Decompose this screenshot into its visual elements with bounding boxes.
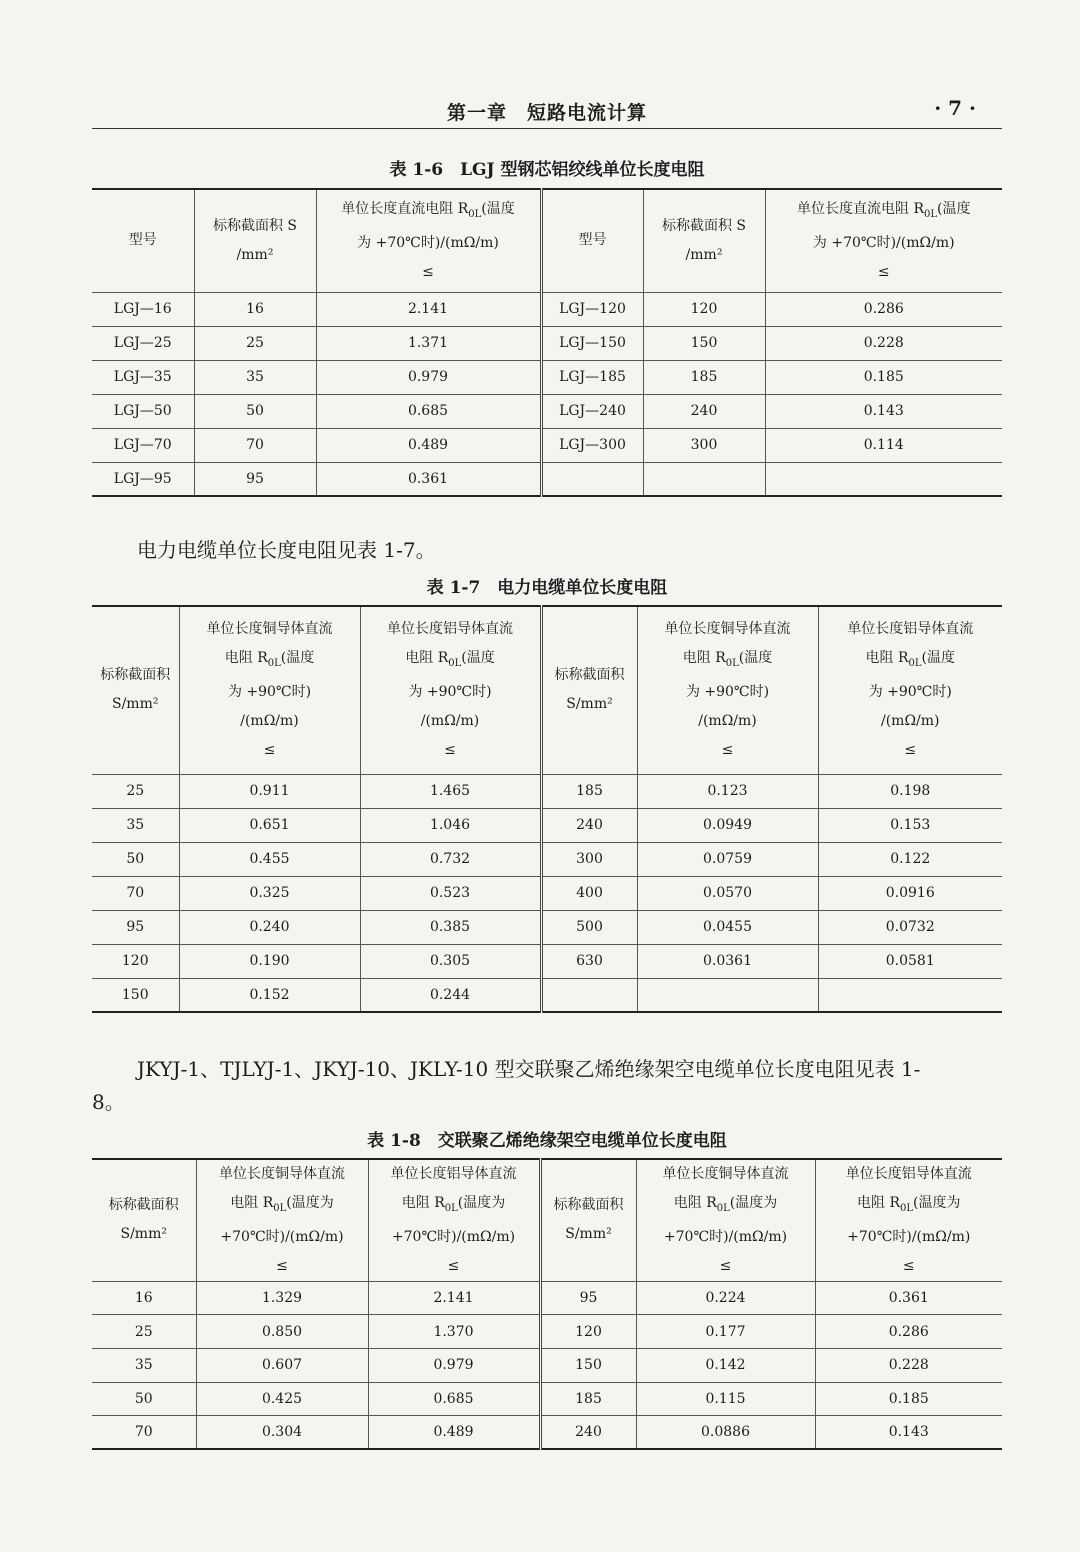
table-cell: 0.361 bbox=[316, 462, 541, 496]
h8-cu2-l1: 单位长度铜导体直流 bbox=[662, 1166, 789, 1182]
header-area-line2: S/mm² bbox=[120, 1226, 167, 1243]
table-cell: 1.370 bbox=[368, 1315, 540, 1349]
chapter-title: 第一章 短路电流计算 bbox=[446, 102, 647, 124]
table-cell: 0.651 bbox=[179, 808, 360, 842]
table-cell: 35 bbox=[194, 360, 316, 394]
table-cell: 25 bbox=[194, 326, 316, 360]
header-area-2-line1: 标称截面积 S bbox=[661, 217, 747, 234]
table-cell bbox=[765, 462, 1002, 496]
table-cell bbox=[541, 978, 637, 1012]
table-cell: 1.371 bbox=[316, 326, 541, 360]
header-res-sub: 0L bbox=[468, 208, 482, 220]
header-res-2-line1: 单位长度直流电阻 R bbox=[797, 200, 924, 217]
header-area-2-line1: 标称截面积 bbox=[553, 1197, 624, 1214]
header-aluminum-resistance-2 bbox=[815, 1159, 1002, 1281]
table-cell: 0.523 bbox=[360, 876, 541, 910]
table-cell: 95 bbox=[540, 1281, 636, 1315]
table-cell: 0.153 bbox=[818, 808, 1002, 842]
header-area-2 bbox=[541, 606, 637, 774]
table-cell: 0.385 bbox=[360, 910, 541, 944]
table-cell: 0.0581 bbox=[818, 944, 1002, 978]
h8-cu-l2: 电阻 R bbox=[230, 1195, 274, 1211]
table-cell: 70 bbox=[92, 1416, 196, 1450]
table-1-8 bbox=[92, 1158, 1002, 1450]
h8-al-l2: 电阻 R bbox=[401, 1195, 445, 1211]
table-cell: 16 bbox=[92, 1281, 196, 1315]
paragraph-table-1-8-ref-line2: 8。 bbox=[92, 1090, 125, 1114]
h-al2-l3: 为 +90℃时) bbox=[868, 684, 952, 701]
table-cell: LGJ—70 bbox=[92, 428, 194, 462]
table-cell: 0.123 bbox=[637, 774, 818, 808]
table-cell: 25 bbox=[92, 774, 179, 808]
h-cu2-l5: ≤ bbox=[721, 742, 734, 759]
h-cu-l5: ≤ bbox=[263, 742, 276, 759]
table-cell: 95 bbox=[194, 462, 316, 496]
h8-cu2-sub: 0L bbox=[716, 1202, 730, 1214]
header-area-line2: /mm² bbox=[236, 246, 274, 263]
table-cell: 185 bbox=[540, 1382, 636, 1416]
h-al2-l2b: (温度 bbox=[921, 650, 955, 667]
table-cell: 0.228 bbox=[765, 326, 1002, 360]
h-al-l5: ≤ bbox=[444, 742, 456, 759]
table-row bbox=[92, 1416, 1002, 1450]
h8-al-l4: ≤ bbox=[447, 1257, 460, 1274]
table-cell: 0.224 bbox=[636, 1281, 815, 1315]
table-cell: 1.329 bbox=[196, 1281, 368, 1315]
table-cell: 0.911 bbox=[179, 774, 360, 808]
h8-al2-l2: 电阻 R bbox=[857, 1195, 900, 1211]
table-cell: 0.115 bbox=[636, 1382, 815, 1416]
table-row bbox=[92, 774, 1002, 808]
page-header bbox=[92, 92, 1002, 129]
h8-cu-sub: 0L bbox=[273, 1202, 287, 1214]
h-al-l1: 单位长度铝导体直流 bbox=[387, 621, 513, 638]
header-aluminum-resistance bbox=[368, 1159, 540, 1281]
header-copper-resistance bbox=[196, 1159, 368, 1281]
table-cell: 0.228 bbox=[815, 1348, 1002, 1382]
table-cell: 50 bbox=[194, 394, 316, 428]
table-cell: LGJ—185 bbox=[541, 360, 643, 394]
table-row bbox=[92, 910, 1002, 944]
table-cell: 25 bbox=[92, 1315, 196, 1349]
table-cell: 150 bbox=[92, 978, 179, 1012]
header-model: 型号 bbox=[92, 189, 194, 292]
table-cell: 0.361 bbox=[815, 1281, 1002, 1315]
header-area-line1: 标称截面积 bbox=[108, 1197, 179, 1214]
h-cu-sub: 0L bbox=[267, 658, 281, 670]
table-row bbox=[92, 1348, 1002, 1382]
table-row bbox=[92, 428, 1002, 462]
table-cell: 150 bbox=[540, 1348, 636, 1382]
header-area-line2: S/mm² bbox=[112, 696, 159, 713]
h-cu2-l1: 单位长度铜导体直流 bbox=[664, 621, 791, 638]
table-cell: 0.489 bbox=[368, 1416, 540, 1450]
table-cell: 0.304 bbox=[196, 1416, 368, 1450]
table-cell: LGJ—35 bbox=[92, 360, 194, 394]
h-al-l4: /(mΩ/m) bbox=[420, 713, 480, 730]
table-cell: 0.0732 bbox=[818, 910, 1002, 944]
header-aluminum-resistance bbox=[360, 606, 541, 774]
table-cell: 70 bbox=[92, 876, 179, 910]
h8-al2-sub: 0L bbox=[900, 1202, 914, 1214]
table-cell: 0.305 bbox=[360, 944, 541, 978]
h8-al2-l4: ≤ bbox=[902, 1257, 915, 1274]
table-cell: 0.455 bbox=[179, 842, 360, 876]
h-al2-sub: 0L bbox=[908, 658, 922, 670]
table-cell: 0.122 bbox=[818, 842, 1002, 876]
h-cu2-sub: 0L bbox=[725, 658, 739, 670]
table-cell: 120 bbox=[92, 944, 179, 978]
table-cell: 0.142 bbox=[636, 1348, 815, 1382]
table-row bbox=[92, 978, 1002, 1012]
table-cell: 300 bbox=[541, 842, 637, 876]
table-header-row bbox=[92, 606, 1002, 774]
table-cell: 630 bbox=[541, 944, 637, 978]
h8-cu2-l2b: (温度为 bbox=[729, 1195, 778, 1211]
header-area-line1: 标称截面积 S bbox=[212, 217, 298, 234]
h8-cu2-l3: +70℃时)/(mΩ/m) bbox=[663, 1228, 788, 1245]
table-cell: 0.0759 bbox=[637, 842, 818, 876]
h8-cu-l4: ≤ bbox=[276, 1257, 288, 1274]
table-cell: 240 bbox=[643, 394, 765, 428]
header-aluminum-resistance-2 bbox=[818, 606, 1002, 774]
table-row bbox=[92, 1315, 1002, 1349]
table-cell: 1.465 bbox=[360, 774, 541, 808]
table-cell bbox=[818, 978, 1002, 1012]
paragraph-table-1-7-ref: 电力电缆单位长度电阻见表 1-7。 bbox=[137, 538, 436, 562]
table-cell: 95 bbox=[92, 910, 179, 944]
table-cell: LGJ—50 bbox=[92, 394, 194, 428]
page-number: · 7 · bbox=[934, 96, 976, 120]
table-cell: 0.0570 bbox=[637, 876, 818, 910]
h-al2-l5: ≤ bbox=[904, 742, 917, 759]
h-al-l2: 电阻 R bbox=[405, 650, 449, 667]
h-cu-l4: /(mΩ/m) bbox=[240, 713, 299, 730]
header-model-2: 型号 bbox=[541, 189, 643, 292]
h8-cu-l2b: (温度为 bbox=[286, 1195, 334, 1211]
h8-al-l3: +70℃时)/(mΩ/m) bbox=[391, 1228, 516, 1245]
header-area-2-line2: S/mm² bbox=[566, 696, 613, 713]
h-al-l3: 为 +90℃时) bbox=[408, 684, 492, 701]
h8-cu-l1: 单位长度铜导体直流 bbox=[219, 1166, 345, 1182]
table-cell: 50 bbox=[92, 1382, 196, 1416]
header-copper-resistance-2 bbox=[636, 1159, 815, 1281]
header-area-line1: 标称截面积 bbox=[100, 667, 171, 684]
table-cell: 240 bbox=[540, 1416, 636, 1450]
h8-al2-l3: +70℃时)/(mΩ/m) bbox=[847, 1228, 971, 1245]
table-row bbox=[92, 394, 1002, 428]
table-cell: LGJ—95 bbox=[92, 462, 194, 496]
h-cu-l2: 电阻 R bbox=[224, 650, 268, 667]
table-cell: 0.114 bbox=[765, 428, 1002, 462]
h-al-sub: 0L bbox=[448, 658, 462, 670]
header-res-2-line1b: (温度 bbox=[937, 200, 971, 217]
table-row bbox=[92, 1281, 1002, 1315]
table-cell: LGJ—300 bbox=[541, 428, 643, 462]
header-area-2 bbox=[643, 189, 765, 292]
table-cell: 16 bbox=[194, 292, 316, 326]
table-cell: 0.425 bbox=[196, 1382, 368, 1416]
table-cell: LGJ—150 bbox=[541, 326, 643, 360]
table-cell: 400 bbox=[541, 876, 637, 910]
h-al2-l4: /(mΩ/m) bbox=[880, 713, 940, 730]
h-al2-l2: 电阻 R bbox=[865, 650, 909, 667]
h-cu-l1: 单位长度铜导体直流 bbox=[206, 621, 333, 638]
table-cell: 500 bbox=[541, 910, 637, 944]
h-cu2-l3: 为 +90℃时) bbox=[685, 684, 770, 701]
table-cell: 35 bbox=[92, 1348, 196, 1382]
table-cell: 70 bbox=[194, 428, 316, 462]
table-cell: 0.240 bbox=[179, 910, 360, 944]
table-cell: 50 bbox=[92, 842, 179, 876]
table-row bbox=[92, 876, 1002, 910]
table-cell: 0.185 bbox=[765, 360, 1002, 394]
paragraph-table-1-8-ref-line1: JKYJ-1、TJLYJ-1、JKYJ-10、JKLY-10 型交联聚乙烯绝缘架空电缆单位长度电阻见表 1- bbox=[137, 1057, 921, 1081]
table-cell bbox=[541, 462, 643, 496]
header-area bbox=[92, 606, 179, 774]
table-row bbox=[92, 1382, 1002, 1416]
header-res-2-line2: 为 +70℃时)/(mΩ/m) bbox=[812, 234, 955, 251]
table-row bbox=[92, 944, 1002, 978]
h8-al2-l1: 单位长度铝导体直流 bbox=[845, 1166, 972, 1182]
table-cell: 0.979 bbox=[368, 1348, 540, 1382]
header-area bbox=[92, 1159, 196, 1281]
table-cell: 185 bbox=[643, 360, 765, 394]
table-row bbox=[92, 360, 1002, 394]
header-res-2-line3: ≤ bbox=[877, 263, 890, 280]
table-cell: 185 bbox=[541, 774, 637, 808]
h-cu2-l2b: (温度 bbox=[738, 650, 773, 667]
table-header-row bbox=[92, 189, 1002, 292]
h-cu2-l2: 电阻 R bbox=[682, 650, 726, 667]
header-res-line3: ≤ bbox=[422, 263, 434, 280]
header-res-line2: 为 +70℃时)/(mΩ/m) bbox=[357, 234, 499, 251]
table-cell: 2.141 bbox=[368, 1281, 540, 1315]
h8-cu2-l2: 电阻 R bbox=[673, 1195, 717, 1211]
h8-al-l1: 单位长度铝导体直流 bbox=[390, 1166, 517, 1182]
table-cell: 0.198 bbox=[818, 774, 1002, 808]
table-cell: 35 bbox=[92, 808, 179, 842]
h8-al-sub: 0L bbox=[444, 1202, 458, 1214]
table-cell: 0.244 bbox=[360, 978, 541, 1012]
table-cell: 0.732 bbox=[360, 842, 541, 876]
h-al2-l1: 单位长度铝导体直流 bbox=[847, 621, 974, 638]
table-cell: 150 bbox=[643, 326, 765, 360]
table-cell: LGJ—120 bbox=[541, 292, 643, 326]
table-cell: 0.152 bbox=[179, 978, 360, 1012]
table-cell: 0.979 bbox=[316, 360, 541, 394]
header-res-line1: 单位长度直流电阻 R bbox=[341, 200, 469, 217]
table-cell: LGJ—25 bbox=[92, 326, 194, 360]
table-row bbox=[92, 326, 1002, 360]
table-1-7 bbox=[92, 605, 1002, 1013]
header-area-2-line2: S/mm² bbox=[565, 1226, 612, 1243]
table-cell: 0.286 bbox=[815, 1315, 1002, 1349]
h-al-l2b: (温度 bbox=[461, 650, 495, 667]
table-cell: 0.685 bbox=[316, 394, 541, 428]
table-cell: 0.0949 bbox=[637, 808, 818, 842]
h-cu-l3: 为 +90℃时) bbox=[227, 684, 312, 701]
table-cell: 0.0916 bbox=[818, 876, 1002, 910]
header-area-2-line2: /mm² bbox=[685, 246, 723, 263]
table-cell: 0.286 bbox=[765, 292, 1002, 326]
table-cell bbox=[643, 462, 765, 496]
table-cell: 0.143 bbox=[765, 394, 1002, 428]
table-cell: 0.685 bbox=[368, 1382, 540, 1416]
table-row bbox=[92, 292, 1002, 326]
header-res-2-sub: 0L bbox=[924, 208, 938, 220]
header-copper-resistance bbox=[179, 606, 360, 774]
h8-cu2-l4: ≤ bbox=[719, 1257, 732, 1274]
header-copper-resistance-2 bbox=[637, 606, 818, 774]
table-cell: 0.177 bbox=[636, 1315, 815, 1349]
table-row bbox=[92, 462, 1002, 496]
table-1-6 bbox=[92, 188, 1002, 497]
table-cell: 0.143 bbox=[888, 1424, 929, 1441]
header-resistance bbox=[316, 189, 541, 292]
header-area-2 bbox=[540, 1159, 636, 1281]
table-header-row bbox=[92, 1159, 1002, 1281]
h8-al-l2b: (温度为 bbox=[457, 1195, 506, 1211]
h-cu-l2b: (温度 bbox=[280, 650, 315, 667]
table-cell bbox=[637, 978, 818, 1012]
table-cell: 0.850 bbox=[196, 1315, 368, 1349]
h-cu2-l4: /(mΩ/m) bbox=[698, 713, 757, 730]
table-cell: 0.185 bbox=[815, 1382, 1002, 1416]
table-cell: 120 bbox=[643, 292, 765, 326]
table-cell: 300 bbox=[643, 428, 765, 462]
table-cell: LGJ—16 bbox=[92, 292, 194, 326]
table-cell: 0.190 bbox=[179, 944, 360, 978]
header-area-2-line1: 标称截面积 bbox=[554, 667, 625, 684]
h8-al2-l2b: (温度为 bbox=[913, 1195, 961, 1211]
table-cell: 240 bbox=[541, 808, 637, 842]
table-1-6-caption: 表 1-6 LGJ 型钢芯铝绞线单位长度电阻 bbox=[389, 160, 705, 180]
table-1-8-caption: 表 1-8 交联聚乙烯绝缘架空电缆单位长度电阻 bbox=[367, 1131, 727, 1151]
table-cell: 0.607 bbox=[196, 1348, 368, 1382]
table-cell: 120 bbox=[540, 1315, 636, 1349]
table-cell: 1.046 bbox=[360, 808, 541, 842]
table-cell: 0.325 bbox=[179, 876, 360, 910]
table-1-7-caption: 表 1-7 电力电缆单位长度电阻 bbox=[426, 578, 668, 598]
table-cell: 0.489 bbox=[316, 428, 541, 462]
header-resistance-2 bbox=[765, 189, 1002, 292]
header-res-line1b: (温度 bbox=[481, 200, 515, 217]
table-row bbox=[92, 842, 1002, 876]
table-cell: 0.0455 bbox=[637, 910, 818, 944]
header-area bbox=[194, 189, 316, 292]
table-cell: LGJ—240 bbox=[541, 394, 643, 428]
table-cell: 0.0361 bbox=[637, 944, 818, 978]
table-cell: 0.0886 bbox=[636, 1416, 815, 1450]
table-row bbox=[92, 808, 1002, 842]
table-cell: 2.141 bbox=[316, 292, 541, 326]
h8-cu-l3: +70℃时)/(mΩ/m) bbox=[220, 1228, 344, 1245]
